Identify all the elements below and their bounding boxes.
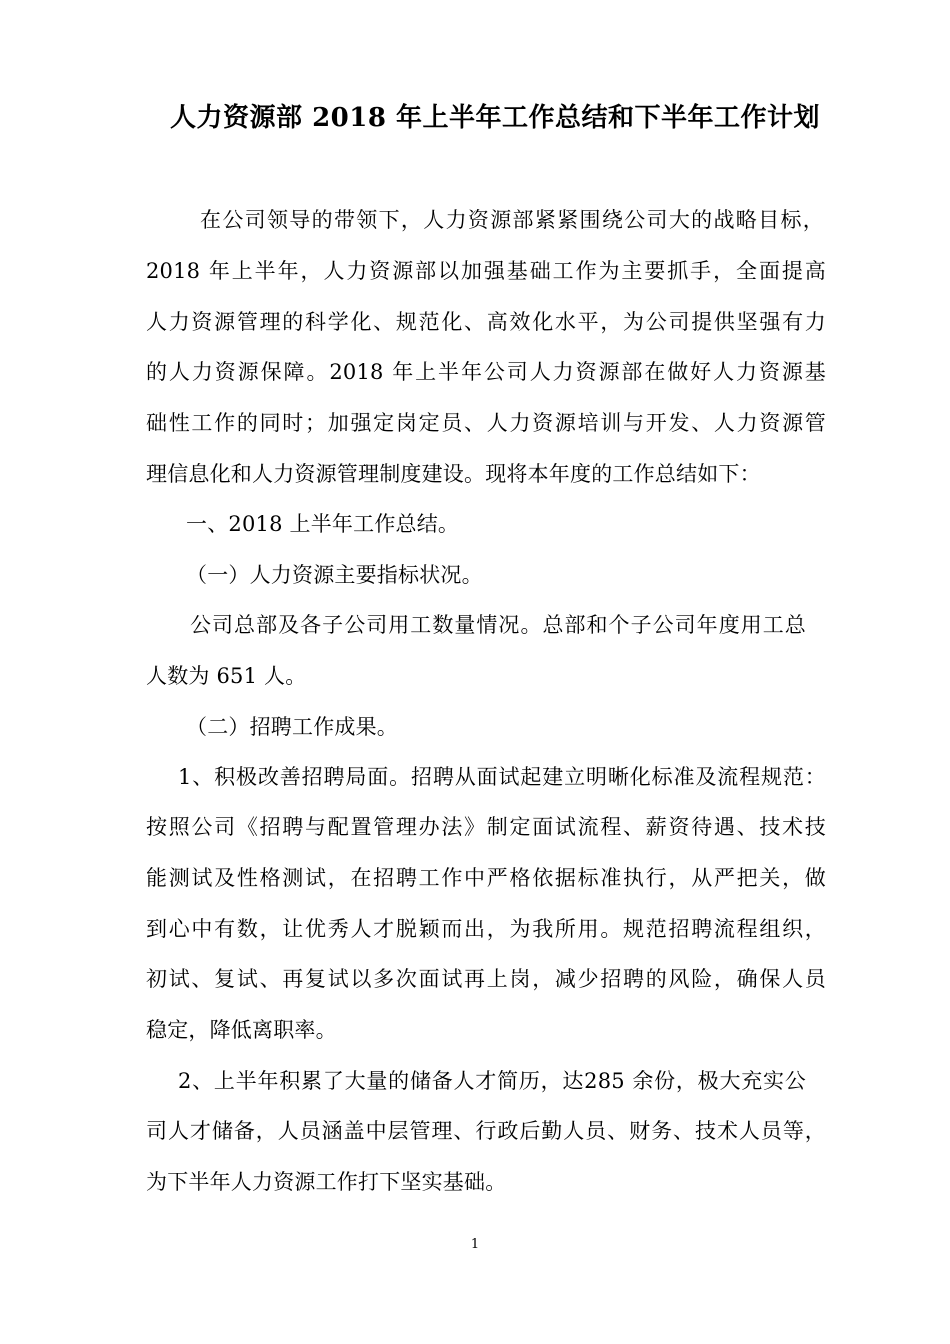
- list-item-line: 2、上半年积累了大量的储备人才简历，达285 余份，极大充实公: [178, 1069, 806, 1093]
- paragraph-line: 础性工作的同时；加强定岗定员、人力资源培训与开发、人力资源管: [146, 411, 826, 435]
- list-item-line: 为下半年人力资源工作打下坚实基础。: [146, 1170, 507, 1194]
- subsection-heading: （一）人力资源主要指标状况。: [186, 563, 483, 587]
- list-item-line: 能测试及性格测试，在招聘工作中严格依据标准执行，从严把关，做: [146, 866, 826, 890]
- paragraph-line: 在公司领导的带领下，人力资源部紧紧围绕公司大的战略目标，: [200, 208, 824, 232]
- page-number: 1: [470, 1237, 480, 1252]
- paragraph-line: 理信息化和人力资源管理制度建设。现将本年度的工作总结如下：: [146, 462, 761, 486]
- list-item-line: 1、积极改善招聘局面。招聘从面试起建立明晰化标准及流程规范：: [178, 765, 826, 789]
- paragraph-line: 2018 年上半年，人力资源部以加强基础工作为主要抓手，全面提高: [146, 259, 826, 283]
- document-title: 人力资源部 2018 年上半年工作总结和下半年工作计划: [170, 103, 820, 133]
- paragraph-line: 人数为 651 人。: [146, 664, 307, 688]
- section-heading: 一、2018 上半年工作总结。: [186, 512, 460, 536]
- list-item-line: 初试、复试、再复试以多次面试再上岗，减少招聘的风险，确保人员: [146, 967, 826, 991]
- list-item-line: 到心中有数，让优秀人才脱颖而出，为我所用。规范招聘流程组织，: [146, 917, 826, 941]
- list-item-line: 按照公司《招聘与配置管理办法》制定面试流程、薪资待遇、技术技: [146, 815, 826, 839]
- list-item-line: 司人才储备，人员涵盖中层管理、行政后勤人员、财务、技术人员等，: [146, 1119, 826, 1143]
- subsection-heading: （二）招聘工作成果。: [186, 715, 398, 739]
- paragraph-line: 公司总部及各子公司用工数量情况。总部和个子公司年度用工总: [190, 613, 806, 637]
- paragraph-line: 的人力资源保障。2018 年上半年公司人力资源部在做好人力资源基: [146, 360, 826, 384]
- paragraph-line: 人力资源管理的科学化、规范化、高效化水平，为公司提供坚强有力: [146, 310, 826, 334]
- list-item-line: 稳定，降低离职率。: [146, 1018, 337, 1042]
